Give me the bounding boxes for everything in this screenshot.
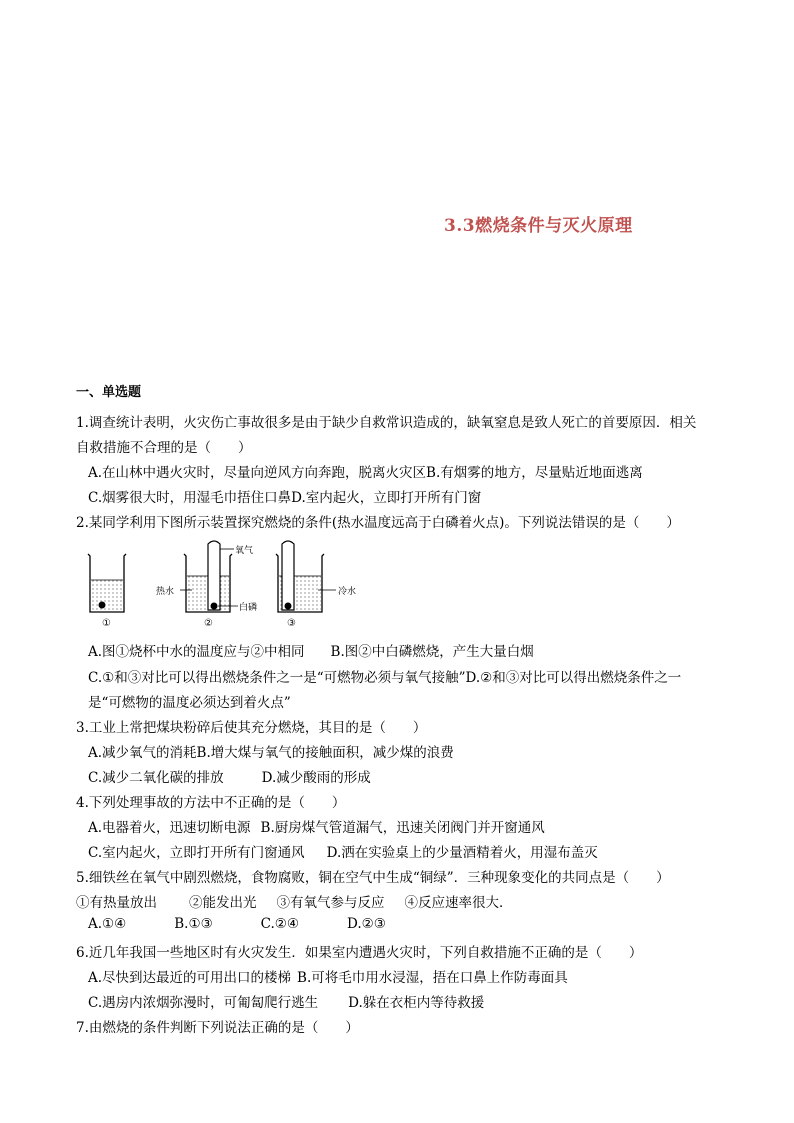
label-3: ③ — [287, 618, 296, 629]
q5-statement-1: ①有热量放出 — [76, 895, 157, 911]
label-1: ① — [102, 618, 111, 629]
q4-option-a: A.电器着火，迅速切断电源 — [88, 820, 251, 836]
beaker-1 — [88, 554, 126, 629]
q5-option-c: C.②④ — [260, 916, 300, 932]
label-white-phosphorus: 白磷 — [239, 603, 258, 613]
beaker-2 — [184, 541, 232, 629]
q2-options-ab — [88, 640, 534, 660]
q3-options-cd — [88, 766, 371, 786]
q1-stem-line1: 1.调查统计表明，火灾伤亡事故很多是由于缺少自救常识造成的，缺氧窒息是致人死亡的首要原因．相关 — [76, 415, 697, 431]
q6-option-a: A.尽快到达最近的可用出口的楼梯 — [88, 970, 292, 986]
q4-options-ab — [88, 816, 545, 836]
label-oxygen: 氧气 — [235, 546, 254, 556]
q1-stem-line2: 自救措施不合理的是（ ） — [76, 440, 252, 456]
q2-stem: 2.某同学利用下图所示装置探究燃烧的条件(热水温度远高于白磷着火点)。下列说法错误的是（ ） — [76, 515, 680, 531]
q6-options-ab — [88, 966, 568, 986]
q5-statements — [76, 891, 513, 911]
q1-options-cd: C.烟雾很大时，用湿毛巾捂住口鼻D.室内起火，立即打开所有门窗 — [88, 490, 482, 506]
q3-options-ab: A.减少氧气的消耗B.增大煤与氧气的接触面积，减少煤的浪费 — [88, 745, 454, 761]
q5-statement-4: ④反应速率很大． — [404, 895, 513, 911]
q2-options-cd-line2: 是“可燃物的温度必须达到着火点” — [88, 695, 291, 711]
q2-options-cd-line1: C.①和③对比可以得出燃烧条件之一是“可燃物必须与氧气接触”D.②和③对比可以得出燃烧条件之一 — [88, 670, 682, 686]
q4-options-cd — [88, 841, 598, 861]
q6-option-b: B.可将毛巾用水浸湿，捂在口鼻上作防毒面具 — [297, 970, 568, 986]
q3-option-c: C.减少二氧化碳的排放 — [88, 770, 224, 786]
beaker-3 — [276, 541, 324, 629]
q3-option-d: D.减少酸雨的形成 — [261, 770, 371, 786]
page-title: 3.3燃烧条件与灭火原理 — [444, 216, 633, 236]
q1-options-ab: A.在山林中遇火灾时，尽量向逆风方向奔跑，脱离火灾区B.有烟雾的地方，尽量贴近地面逃离 — [88, 465, 643, 481]
label-hot-water: 热水 — [156, 587, 175, 597]
q7-stem: 7.由燃烧的条件判断下列说法正确的是（ ） — [76, 1020, 359, 1036]
q4-option-c: C.室内起火，立即打开所有门窗通风 — [88, 845, 305, 861]
q6-options-cd — [88, 991, 484, 1011]
q6-option-d: D.躲在衣柜内等待救援 — [348, 995, 485, 1011]
label-2: ② — [204, 618, 213, 629]
q2-option-b: B.图②中白磷燃烧，产生大量白烟 — [330, 644, 534, 660]
q4-stem: 4.下列处理事故的方法中不正确的是（ ） — [76, 795, 346, 811]
q5-options — [88, 916, 386, 932]
q5-statement-2: ②能发出光 — [189, 895, 257, 911]
label-cold-water: 冷水 — [338, 587, 357, 597]
q2-apparatus-figure — [80, 540, 370, 630]
q5-statement-3: ③有氧气参与反应 — [276, 895, 385, 911]
q5-stem: 5.细铁丝在氧气中剧烈燃烧，食物腐败，铜在空气中生成“铜绿”．三种现象变化的共同点是（ ） — [76, 870, 670, 886]
q5-option-a: A.①④ — [88, 916, 127, 932]
q3-stem: 3.工业上常把煤块粉碎后使其充分燃烧，其目的是（ ） — [76, 720, 427, 736]
q4-option-d: D.洒在实验桌上的少量酒精着火，用湿布盖灭 — [326, 845, 598, 861]
q4-option-b: B.厨房煤气管道漏气，迅速关闭阀门并开窗通风 — [260, 820, 545, 836]
q5-option-b: B.①③ — [174, 916, 213, 932]
q2-option-a: A.图①烧杯中水的温度应与②中相同 — [88, 644, 305, 660]
q6-option-c: C.遇房内浓烟弥漫时，可匍匐爬行逃生 — [88, 995, 319, 1011]
q6-stem: 6.近几年我国一些地区时有火灾发生．如果室内遭遇火灾时，下列自救措施不正确的是（ ） — [76, 945, 643, 961]
q5-option-d: D.②③ — [347, 916, 386, 932]
section-heading: 一、单选题 — [76, 385, 142, 400]
